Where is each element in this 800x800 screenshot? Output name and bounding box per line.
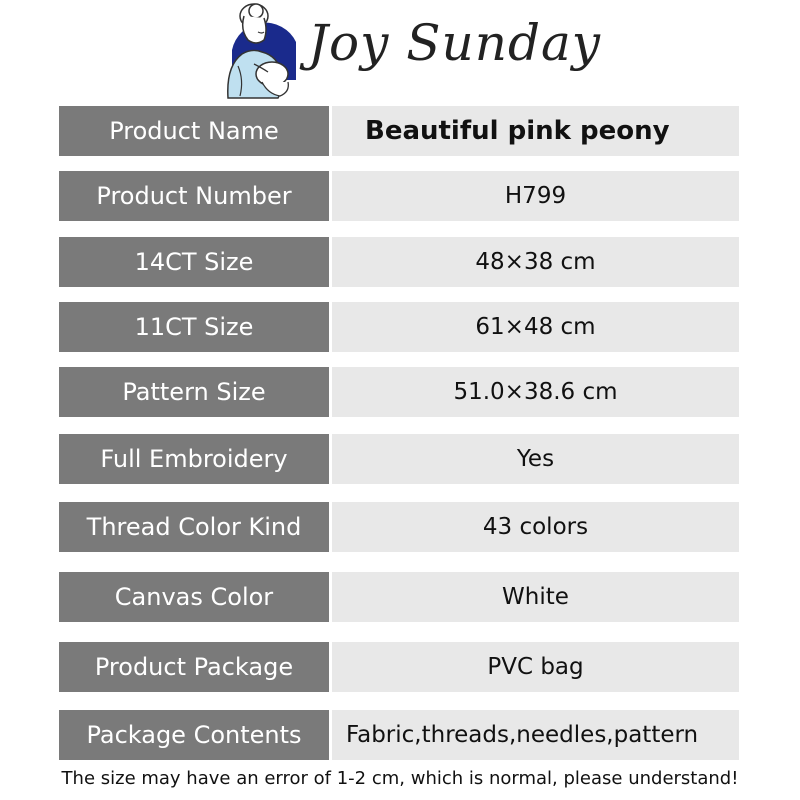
row-value: Yes	[332, 434, 739, 484]
table-row	[59, 642, 739, 692]
row-value: 61×48 cm	[332, 302, 739, 352]
row-value: Beautiful pink peony	[332, 106, 739, 156]
row-label: Pattern Size	[59, 367, 329, 417]
embroidering-woman-icon	[218, 2, 300, 100]
table-row	[59, 171, 739, 221]
table-row	[59, 710, 739, 760]
row-label: Product Package	[59, 642, 329, 692]
table-row	[59, 106, 739, 156]
row-value: White	[332, 572, 739, 622]
header	[0, 0, 800, 100]
row-label: Product Number	[59, 171, 329, 221]
row-label: 14CT Size	[59, 237, 329, 287]
row-label: Thread Color Kind	[59, 502, 329, 552]
row-value: 51.0×38.6 cm	[332, 367, 739, 417]
table-row	[59, 502, 739, 552]
table-row	[59, 572, 739, 622]
brand-logo-text: Joy Sunday	[308, 14, 602, 72]
row-label: Canvas Color	[59, 572, 329, 622]
row-value: Fabric,threads,needles,pattern	[332, 710, 739, 760]
row-label: Full Embroidery	[59, 434, 329, 484]
row-value: 43 colors	[332, 502, 739, 552]
table-row	[59, 237, 739, 287]
row-value: PVC bag	[332, 642, 739, 692]
row-value: 48×38 cm	[332, 237, 739, 287]
size-disclaimer: The size may have an error of 1-2 cm, which is normal, please understand!	[61, 768, 739, 789]
table-row	[59, 302, 739, 352]
row-label: Product Name	[59, 106, 329, 156]
row-label: Package Contents	[59, 710, 329, 760]
table-row	[59, 434, 739, 484]
row-label: 11CT Size	[59, 302, 329, 352]
row-value: H799	[332, 171, 739, 221]
table-row	[59, 367, 739, 417]
